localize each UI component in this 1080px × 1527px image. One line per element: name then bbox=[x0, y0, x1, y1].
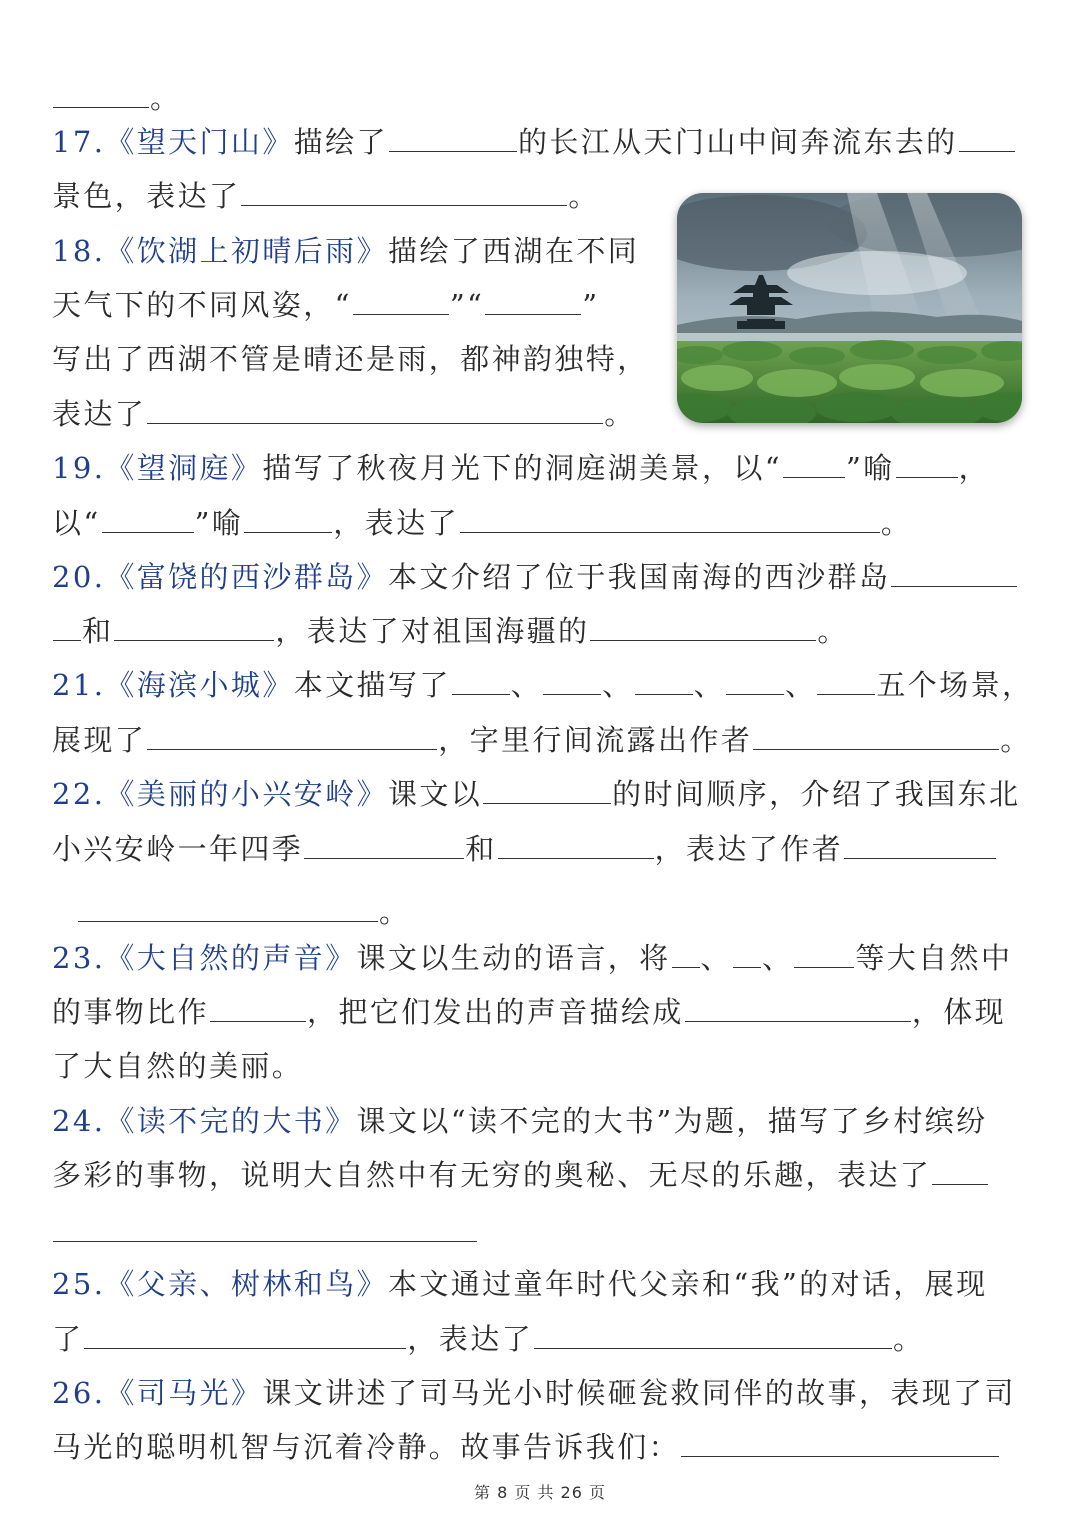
item-number: 19. bbox=[52, 451, 106, 485]
item-number: 20. bbox=[52, 560, 106, 594]
answer-blank[interactable] bbox=[78, 893, 378, 922]
item-title: 《美丽的小兴安岭》 bbox=[105, 777, 388, 811]
west-lake-pavilion-image bbox=[677, 193, 1022, 423]
item-title: 《富饶的西沙群岛》 bbox=[105, 560, 388, 594]
answer-blank[interactable] bbox=[959, 123, 1015, 152]
answer-blank[interactable] bbox=[485, 286, 581, 315]
answer-blank[interactable] bbox=[932, 1156, 988, 1185]
item-18-line-2: 天气下的不同风姿，“ ”“ ” bbox=[52, 288, 600, 322]
item-22-line-2: 小兴安岭一年四季 和 ，表达了作者 bbox=[52, 829, 997, 869]
item-number: 18. bbox=[52, 234, 106, 268]
answer-blank[interactable] bbox=[753, 721, 999, 750]
item-number: 26. bbox=[52, 1376, 106, 1410]
answer-blank[interactable] bbox=[685, 993, 911, 1022]
answer-blank[interactable] bbox=[53, 1213, 477, 1242]
item-17-line-1: 17.《望天门山》描绘了 的长江从天门山中间奔流东去的 bbox=[52, 122, 1016, 162]
answer-blank[interactable] bbox=[794, 939, 854, 968]
answer-blank[interactable] bbox=[483, 775, 611, 804]
item-26-line-2: 马光的聪明机智与沉着冷静。故事告诉我们： bbox=[52, 1427, 1000, 1467]
item-number: 21. bbox=[52, 668, 106, 702]
item-23-line-3: 了大自然的美丽。 bbox=[52, 1049, 304, 1083]
item-number: 25. bbox=[52, 1267, 106, 1301]
item-24-line-3 bbox=[52, 1212, 478, 1252]
item-21-line-2: 展现了 ，字里行间流露出作者 。 bbox=[52, 723, 1032, 757]
answer-blank[interactable] bbox=[244, 504, 332, 533]
line-continuation: 。 bbox=[52, 78, 181, 118]
item-17-line-2: 景色，表达了 。 bbox=[52, 179, 600, 213]
item-19-line-2: 以“ ”喻 ，表达了 。 bbox=[52, 506, 913, 540]
answer-blank[interactable] bbox=[102, 504, 194, 533]
item-title: 《读不完的大书》 bbox=[105, 1104, 357, 1138]
item-title: 《望洞庭》 bbox=[105, 451, 263, 485]
item-number: 24. bbox=[52, 1104, 106, 1138]
answer-blank[interactable] bbox=[672, 939, 700, 968]
item-title: 《饮湖上初晴后雨》 bbox=[105, 234, 388, 268]
answer-blank[interactable] bbox=[726, 666, 784, 695]
item-25-line-2: 了 ，表达了 。 bbox=[52, 1322, 925, 1356]
answer-blank[interactable] bbox=[891, 558, 1017, 587]
answer-blank[interactable] bbox=[452, 666, 510, 695]
item-22-line-3: 。 bbox=[52, 892, 410, 932]
item-26-line-1: 26.《司马光》课文讲述了司马光小时候砸瓮救同伴的故事，表现了司 bbox=[52, 1376, 1016, 1410]
answer-blank[interactable] bbox=[353, 286, 449, 315]
item-25-line-1: 25.《父亲、树林和鸟》本文通过童年时代父亲和“我”的对话，展现 bbox=[52, 1267, 988, 1301]
answer-blank[interactable] bbox=[389, 123, 517, 152]
item-21-line-1: 21.《海滨小城》本文描写了 、 、 、 、 五个场景， bbox=[52, 668, 1034, 702]
answer-blank[interactable] bbox=[635, 666, 693, 695]
item-24-line-2: 多彩的事物，说明大自然中有无穷的奥秘、无尽的乐趣，表达了 bbox=[52, 1155, 989, 1195]
item-20-line-1: 20.《富饶的西沙群岛》本文介绍了位于我国南海的西沙群岛 bbox=[52, 557, 1018, 597]
answer-blank[interactable] bbox=[84, 1320, 406, 1349]
page-footer: 第 8 页 共 26 页 bbox=[474, 1483, 606, 1502]
item-18-line-4: 表达了 。 bbox=[52, 397, 636, 431]
item-23-line-2: 的事物比作 ，把它们发出的声音描绘成 ，体现 bbox=[52, 995, 1007, 1029]
item-title: 《父亲、树林和鸟》 bbox=[105, 1267, 388, 1301]
item-number: 23. bbox=[52, 941, 106, 975]
item-18-line-1: 18.《饮湖上初晴后雨》描绘了西湖在不同 bbox=[52, 234, 640, 268]
answer-blank[interactable] bbox=[498, 830, 654, 859]
answer-blank[interactable] bbox=[844, 830, 996, 859]
answer-blank[interactable] bbox=[147, 395, 603, 424]
item-24-line-1: 24.《读不完的大书》课文以“读不完的大书”为题，描写了乡村缤纷 bbox=[52, 1104, 988, 1138]
item-18-line-3: 写出了西湖不管是晴还是雨，都神韵独特， bbox=[52, 342, 649, 376]
answer-blank[interactable] bbox=[896, 449, 958, 478]
answer-blank[interactable] bbox=[210, 993, 306, 1022]
item-19-line-1: 19.《望洞庭》描写了秋夜月光下的洞庭湖美景，以“ ”喻 ， bbox=[52, 451, 991, 485]
answer-blank[interactable] bbox=[681, 1428, 999, 1457]
answer-blank[interactable] bbox=[733, 939, 761, 968]
answer-blank[interactable] bbox=[817, 666, 875, 695]
answer-blank[interactable] bbox=[114, 612, 274, 641]
answer-blank[interactable] bbox=[304, 830, 464, 859]
item-20-line-2: 和 ，表达了对祖国海疆的 。 bbox=[52, 611, 849, 651]
answer-blank[interactable] bbox=[783, 449, 845, 478]
item-title: 《海滨小城》 bbox=[105, 668, 294, 702]
answer-blank[interactable] bbox=[241, 177, 567, 206]
item-title: 《司马光》 bbox=[105, 1376, 263, 1410]
answer-blank[interactable] bbox=[147, 721, 437, 750]
item-23-line-1: 23.《大自然的声音》课文以生动的语言，将 、 、 等大自然中 bbox=[52, 941, 1013, 975]
answer-blank[interactable] bbox=[460, 504, 880, 533]
answer-blank[interactable] bbox=[53, 79, 149, 108]
item-number: 22. bbox=[52, 777, 106, 811]
answer-blank[interactable] bbox=[53, 612, 81, 641]
item-number: 17. bbox=[52, 125, 106, 159]
answer-blank[interactable] bbox=[590, 612, 816, 641]
item-title: 《大自然的声音》 bbox=[105, 941, 357, 975]
answer-blank[interactable] bbox=[543, 666, 601, 695]
item-title: 《望天门山》 bbox=[105, 125, 294, 159]
answer-blank[interactable] bbox=[534, 1320, 892, 1349]
item-22-line-1: 22.《美丽的小兴安岭》课文以 的时间顺序，介绍了我国东北 bbox=[52, 777, 1021, 811]
